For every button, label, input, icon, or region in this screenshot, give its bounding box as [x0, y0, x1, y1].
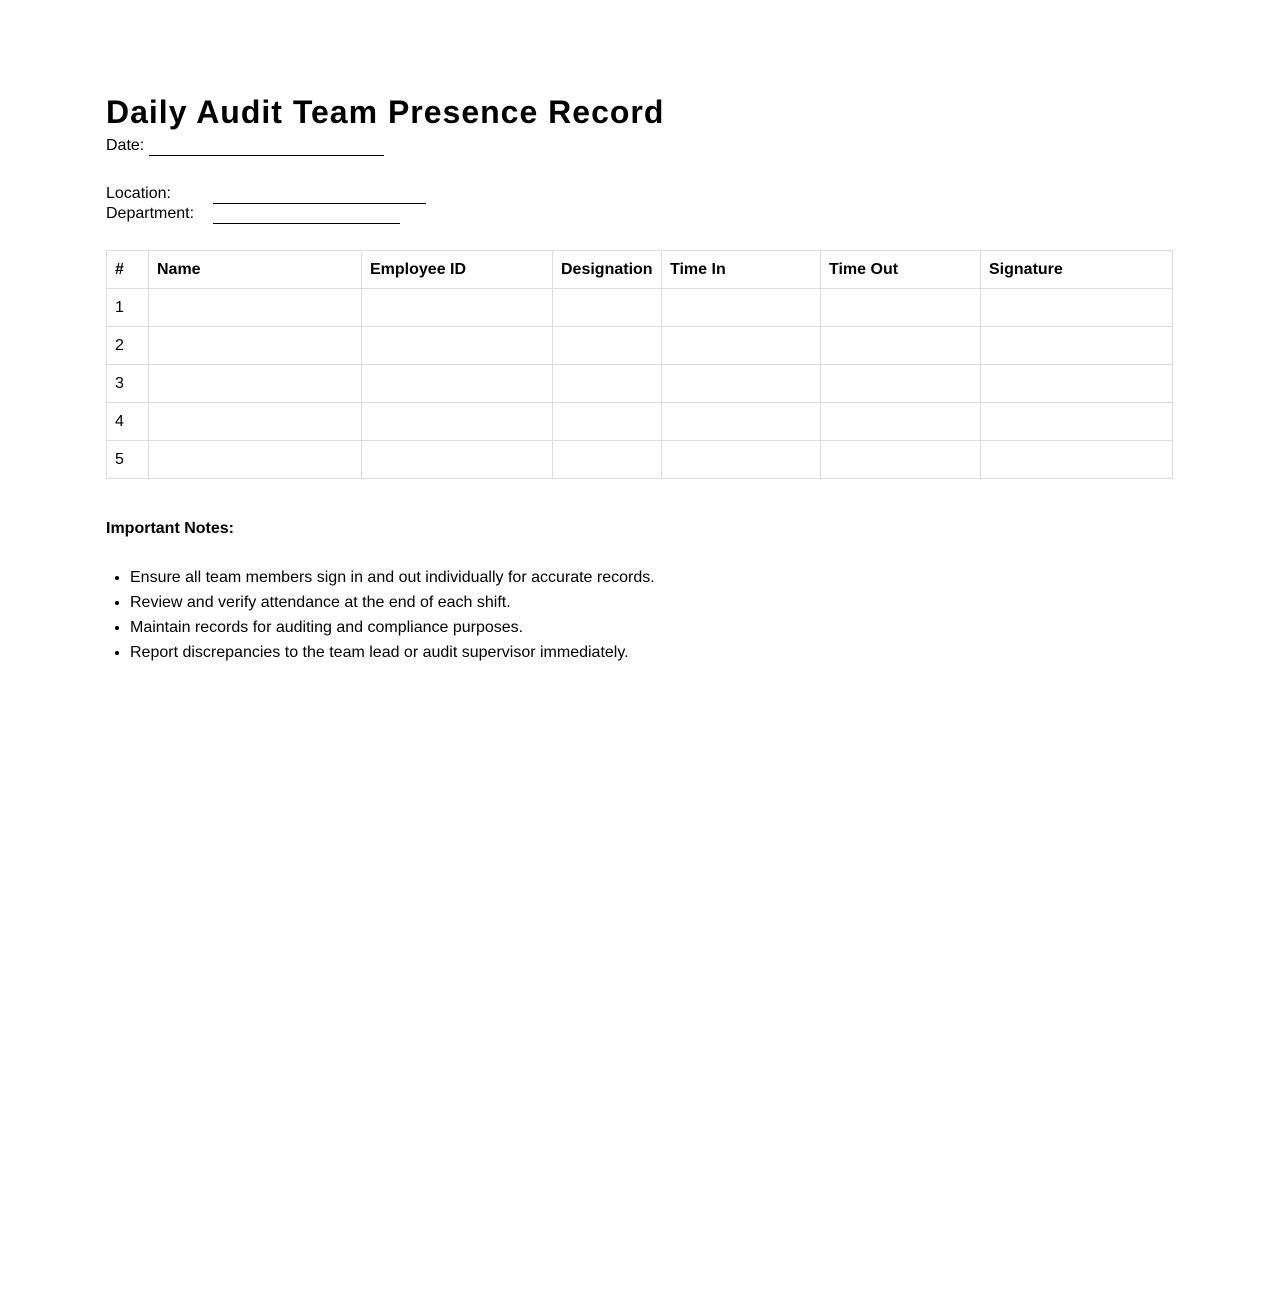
header-designation: Designation — [553, 251, 662, 289]
header-time-out: Time Out — [821, 251, 981, 289]
time-in-cell[interactable] — [662, 327, 821, 365]
row-number: 5 — [107, 441, 149, 479]
header-name: Name — [149, 251, 362, 289]
employee-id-cell[interactable] — [362, 441, 553, 479]
time-out-cell[interactable] — [821, 327, 981, 365]
table-header-row — [107, 251, 1173, 289]
date-field — [106, 136, 1172, 156]
name-cell[interactable] — [149, 289, 362, 327]
employee-id-cell[interactable] — [362, 289, 553, 327]
note-item: • Report discrepancies to the team lead or audit supervisor immediately. — [130, 640, 1172, 665]
designation-cell[interactable] — [553, 365, 662, 403]
location-department-block — [106, 184, 1172, 224]
page-title: Daily Audit Team Presence Record — [106, 94, 665, 130]
note-item: • Maintain records for auditing and compliance purposes. — [130, 615, 1172, 640]
designation-cell[interactable] — [553, 289, 662, 327]
signature-cell[interactable] — [981, 365, 1173, 403]
department-field — [106, 204, 1172, 224]
employee-id-cell[interactable] — [362, 403, 553, 441]
time-out-cell[interactable] — [821, 403, 981, 441]
time-in-cell[interactable] — [662, 441, 821, 479]
location-label: Location: — [106, 185, 171, 202]
time-out-cell[interactable] — [821, 365, 981, 403]
header-number: # — [107, 251, 149, 289]
designation-cell[interactable] — [553, 327, 662, 365]
signature-cell[interactable] — [981, 441, 1173, 479]
row-number: 1 — [107, 289, 149, 327]
table-row — [107, 327, 1173, 365]
time-in-cell[interactable] — [662, 403, 821, 441]
employee-id-cell[interactable] — [362, 365, 553, 403]
department-label: Department: — [106, 205, 195, 222]
date-label: Date: — [106, 137, 145, 154]
department-blank-line[interactable] — [213, 206, 400, 224]
document-page — [106, 92, 1172, 665]
header-employee-id: Employee ID — [362, 251, 553, 289]
name-cell[interactable] — [149, 327, 362, 365]
table-row — [107, 289, 1173, 327]
table-row — [107, 441, 1173, 479]
header-signature: Signature — [981, 251, 1173, 289]
time-in-cell[interactable] — [662, 365, 821, 403]
name-cell[interactable] — [149, 403, 362, 441]
designation-cell[interactable] — [553, 441, 662, 479]
designation-cell[interactable] — [553, 403, 662, 441]
notes-list — [106, 565, 1172, 665]
notes-heading: Important Notes: — [106, 520, 234, 537]
note-item: • Ensure all team members sign in and out individually for accurate records. — [130, 565, 1172, 590]
table-row — [107, 365, 1173, 403]
name-cell[interactable] — [149, 365, 362, 403]
signature-cell[interactable] — [981, 289, 1173, 327]
row-number: 4 — [107, 403, 149, 441]
employee-id-cell[interactable] — [362, 327, 553, 365]
location-field — [106, 184, 1172, 204]
signature-cell[interactable] — [981, 327, 1173, 365]
time-out-cell[interactable] — [821, 289, 981, 327]
location-blank-line[interactable] — [213, 186, 426, 204]
signature-cell[interactable] — [981, 403, 1173, 441]
time-out-cell[interactable] — [821, 441, 981, 479]
row-number: 2 — [107, 327, 149, 365]
table-row — [107, 403, 1173, 441]
date-blank-line[interactable] — [149, 138, 384, 156]
note-item: • Review and verify attendance at the end of each shift. — [130, 590, 1172, 615]
header-time-in: Time In — [662, 251, 821, 289]
name-cell[interactable] — [149, 441, 362, 479]
row-number: 3 — [107, 365, 149, 403]
time-in-cell[interactable] — [662, 289, 821, 327]
attendance-table — [106, 250, 1173, 479]
